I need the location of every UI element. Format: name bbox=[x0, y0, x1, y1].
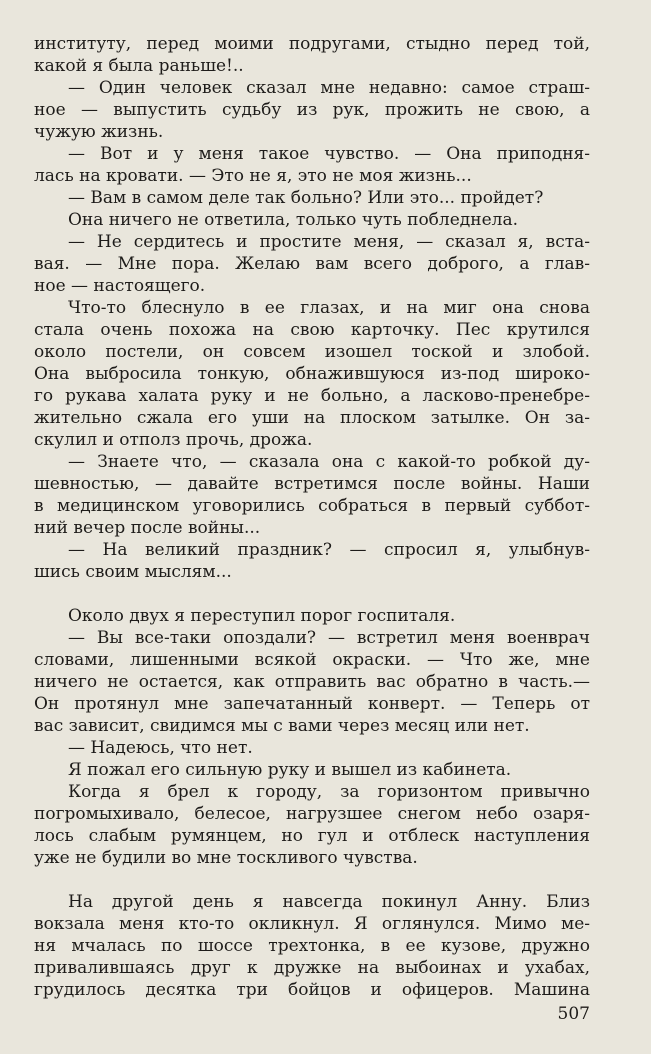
text-line: ничего не остается, как отправить вас обратно в часть.— bbox=[34, 672, 590, 692]
page-number: 507 bbox=[557, 1004, 590, 1024]
text-line: — Надеюсь, что нет. bbox=[68, 738, 253, 758]
text-line: вас зависит, свидимся мы с вами через месяц или нет. bbox=[34, 716, 530, 736]
text-line: уже не будили во мне тоскливого чувства. bbox=[34, 848, 418, 868]
text-line: жительно сжала его уши на плоском затылке. Он за- bbox=[34, 408, 590, 428]
text-line: — Вам в самом деле так больно? Или это... пройдет? bbox=[68, 188, 544, 208]
text-line: словами, лишенными всякой окраски. — Что же, мне bbox=[34, 650, 590, 670]
text-line: Она ничего не ответила, только чуть побледнела. bbox=[68, 210, 518, 230]
text-line: Она выбросила тонкую, обнажившуюся из-под широко- bbox=[34, 364, 590, 384]
text-line: — Не сердитесь и простите меня, — сказал я, вста- bbox=[68, 232, 590, 252]
text-line: — Один человек сказал мне недавно: самое страш- bbox=[68, 78, 590, 98]
text-line: около постели, он совсем изошел тоской и злобой. bbox=[34, 342, 590, 362]
text-line: шевностью, — давайте встретимся после войны. Наши bbox=[34, 474, 590, 494]
text-line: — На великий праздник? — спросил я, улыбнув- bbox=[68, 540, 590, 560]
text-line: Что-то блеснуло в ее глазах, и на миг она снова bbox=[68, 298, 590, 318]
text-line: ний вечер после войны... bbox=[34, 518, 261, 538]
text-line: Он протянул мне запечатанный конверт. — Теперь от bbox=[34, 694, 590, 714]
text-line: лась на кровати. — Это не я, это не моя жизнь... bbox=[34, 166, 472, 186]
text-line: ное — настоящего. bbox=[34, 276, 206, 296]
text-line: шись своим мыслям... bbox=[34, 562, 232, 582]
text-line: какой я была раньше!.. bbox=[34, 56, 244, 76]
text-line: — Вы все-таки опоздали? — встретил меня военврач bbox=[68, 628, 590, 648]
text-line: вая. — Мне пора. Желаю вам всего доброго, а глав- bbox=[34, 254, 590, 274]
text-line: лось слабым румянцем, но гул и отблеск наступления bbox=[34, 826, 590, 846]
text-line: привалившаясь друг к дружке на выбоинах и ухабах, bbox=[34, 958, 590, 978]
text-line: Когда я брел к городу, за горизонтом привычно bbox=[68, 782, 590, 802]
text-line: Я пожал его сильную руку и вышел из кабинета. bbox=[68, 760, 512, 780]
text-line: го рукава халата руку и не больно, а ласково-пренебре- bbox=[34, 386, 590, 406]
text-line: скулил и отполз прочь, дрожа. bbox=[34, 430, 313, 450]
text-line: институту, перед моими подругами, стыдно перед той, bbox=[34, 34, 590, 54]
text-line: погромыхивало, белесое, нагрузшее снегом небо озаря- bbox=[34, 804, 590, 824]
text-line: грудилось десятка три бойцов и офицеров. Машина bbox=[34, 980, 590, 1000]
text-line: в медицинском уговорились собраться в первый суббот- bbox=[34, 496, 590, 516]
text-line: На другой день я навсегда покинул Анну. Близ bbox=[68, 892, 590, 912]
text-line: стала очень похожа на свою карточку. Пес крутился bbox=[34, 320, 590, 340]
text-line: чужую жизнь. bbox=[34, 122, 164, 142]
text-line: ня мчалась по шоссе трехтонка, в ее кузове, дружно bbox=[34, 936, 590, 956]
text-line: Около двух я переступил порог госпиталя. bbox=[68, 606, 456, 626]
text-line: — Знаете что, — сказала она с какой-то робкой ду- bbox=[68, 452, 590, 472]
text-line: — Вот и у меня такое чувство. — Она приподня- bbox=[68, 144, 590, 164]
text-line: вокзала меня кто-то окликнул. Я оглянулся. Мимо ме- bbox=[34, 914, 590, 934]
text-line: ное — выпустить судьбу из рук, прожить не свою, а bbox=[34, 100, 590, 120]
